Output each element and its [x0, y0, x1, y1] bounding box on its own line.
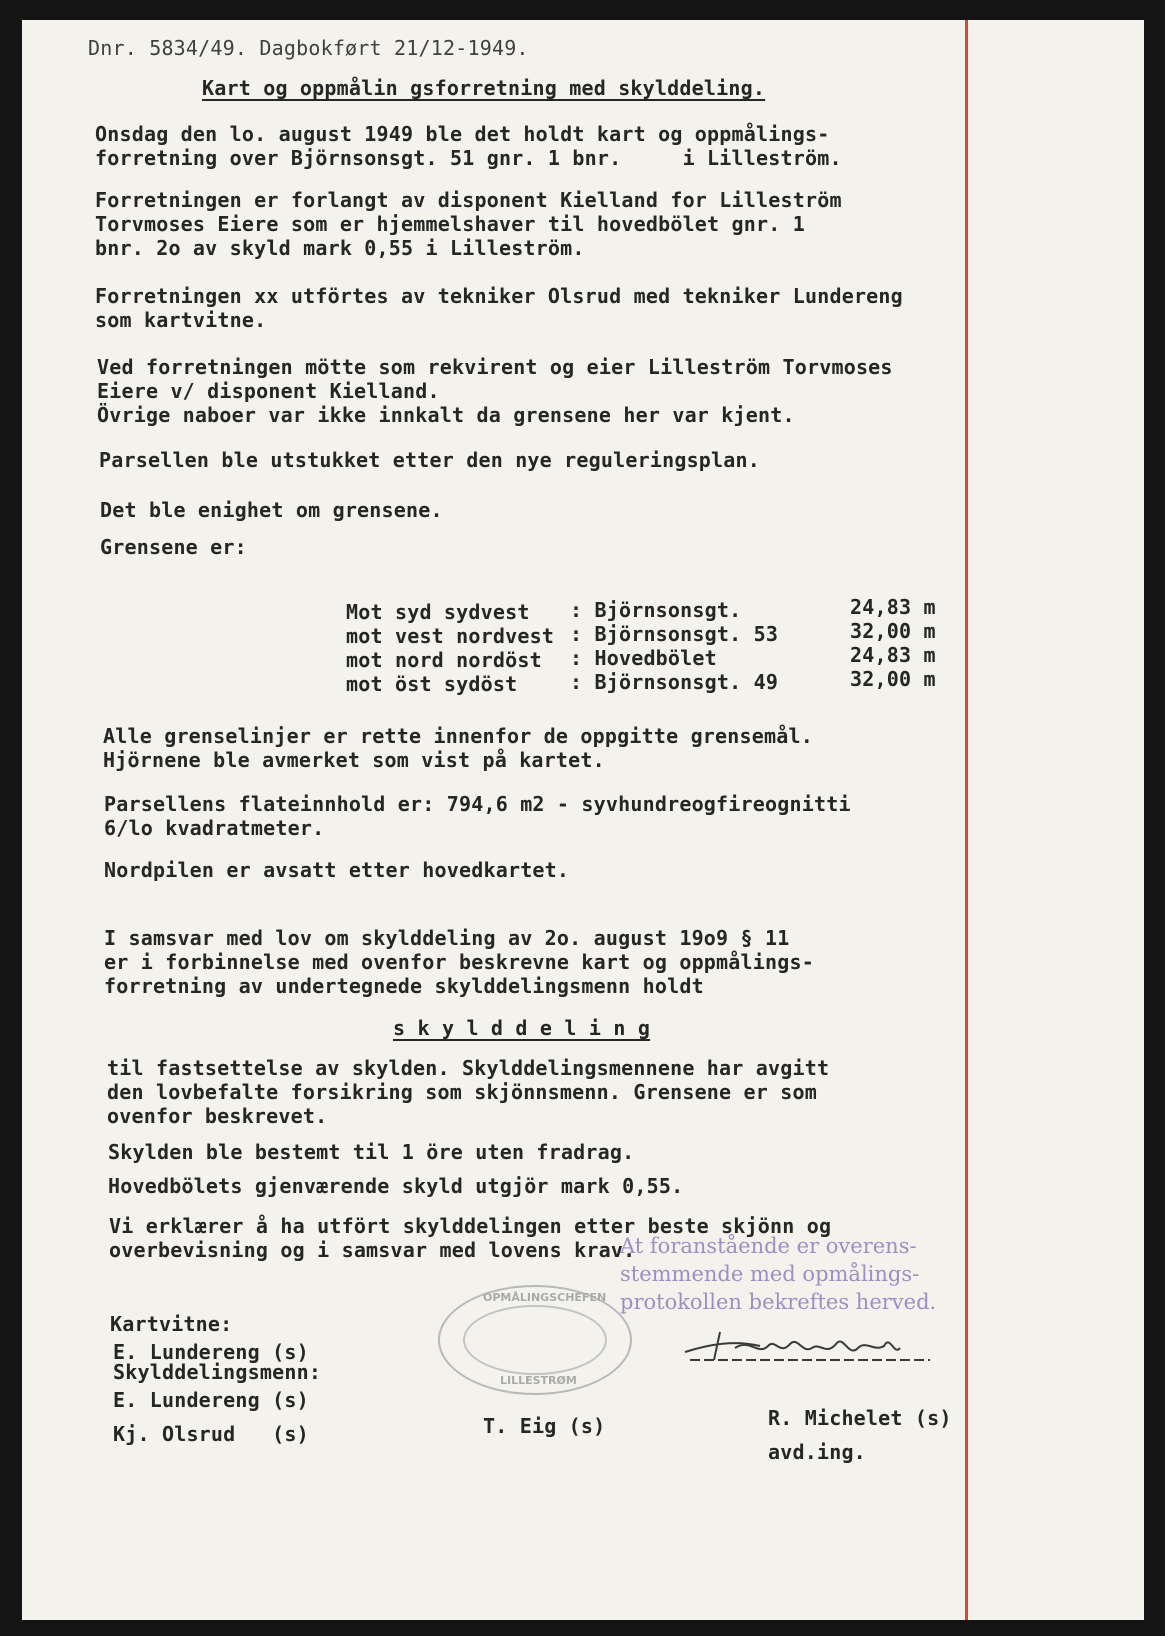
paragraph-line: overbevisning og i samsvar med lovens krav. — [109, 1238, 636, 1262]
boundary-direction: Mot syd sydvest — [346, 600, 555, 624]
signatory-name: T. Eig (s) — [483, 1414, 606, 1438]
boundary-length: 24,83 m — [850, 595, 936, 619]
paragraph-line: I samsvar med lov om skylddeling av 2o. august 19o9 § 11 — [104, 926, 790, 950]
boundary-length: 32,00 m — [850, 619, 936, 643]
kartvitne-name: E. Lundereng (s) — [113, 1340, 309, 1364]
paragraph-line: Grensene er: — [100, 535, 247, 559]
section-heading: s k y l d d e l i n g — [393, 1016, 651, 1040]
paragraph-line: Forretningen xx utförtes av tekniker Olsrud med tekniker Lundereng — [95, 284, 903, 308]
certification-line: protokollen bekreftes herved. — [620, 1290, 937, 1314]
boundary-neighbor: : Hovedbölet — [570, 646, 717, 670]
skylddelingsmenn-label: Skylddelingsmenn: — [113, 1360, 322, 1384]
stamp-bottom-text: LILLESTRØM — [500, 1374, 577, 1387]
certification-line: At foranstående er overens- — [620, 1234, 917, 1258]
paragraph-line: Onsdag den lo. august 1949 ble det holdt kart og oppmålings- — [95, 122, 830, 146]
signatory-name: E. Lundereng (s) — [113, 1388, 309, 1412]
chief-title: avd.ing. — [768, 1440, 866, 1464]
boundary-length: 32,00 m — [850, 667, 936, 691]
paragraph-line: Alle grenselinjer er rette innenfor de oppgitte grensemål. — [103, 724, 813, 748]
boundary-direction: mot nord nordöst — [346, 648, 555, 672]
paragraph-line: Hjörnene ble avmerket som vist på kartet. — [103, 748, 605, 772]
paragraph-line: Ved forretningen mötte som rekvirent og eier Lilleström Torvmoses — [97, 355, 893, 379]
red-margin-line — [965, 20, 968, 1620]
boundary-direction: mot öst sydöst — [346, 672, 555, 696]
paragraph-line: den lovbefalte forsikring som skjönnsmenn. Grensene er som — [107, 1080, 817, 1104]
boundary-direction: mot vest nordvest — [346, 624, 555, 648]
paragraph-line: Skylden ble bestemt til 1 öre uten fradrag. — [108, 1140, 635, 1164]
paragraph-line: ovenfor beskrevet. — [107, 1104, 328, 1128]
handwritten-signature — [680, 1326, 950, 1366]
kartvitne-label: Kartvitne: — [110, 1312, 233, 1336]
paragraph-line: til fastsettelse av skylden. Skylddelingsmennene har avgitt — [107, 1056, 830, 1080]
paragraph-line: Parsellen ble utstukket etter den nye reguleringsplan. — [99, 448, 761, 472]
boundary-neighbor: : Björnsonsgt. 53 — [570, 622, 779, 646]
document-reference: Dnr. 5834/49. Dagbokført 21/12-1949. — [88, 36, 529, 60]
paragraph-line: 6/lo kvadratmeter. — [104, 816, 325, 840]
stamp-top-text: OPMÅLINGSCHEFEN — [483, 1291, 607, 1304]
document-title: Kart og oppmålin gsforretning med skylddeling. — [202, 76, 766, 100]
paragraph-line: forretning over Björnsonsgt. 51 gnr. 1 bnr. i Lilleström. — [95, 146, 842, 170]
paragraph-line: Hovedbölets gjenværende skyld utgjör mark 0,55. — [108, 1174, 684, 1198]
paragraph-line: Det ble enighet om grensene. — [100, 498, 443, 522]
paragraph-line: bnr. 2o av skyld mark 0,55 i Lilleström. — [95, 236, 585, 260]
certification-line: stemmende med opmålings- — [620, 1262, 920, 1286]
paragraph-line: Forretningen er forlangt av disponent Kielland for Lilleström — [95, 188, 842, 212]
paragraph-line: Eiere v/ disponent Kielland. — [97, 379, 440, 403]
paragraph-line: Vi erklærer å ha utfört skylddelingen etter beste skjönn og — [109, 1214, 832, 1238]
paragraph-line: forretning av undertegnede skylddelingsmenn holdt — [104, 974, 704, 998]
paragraph-line: Parsellens flateinnhold er: 794,6 m2 - syvhundreogfireognitti — [104, 792, 851, 816]
paragraph-line: Övrige naboer var ikke innkalt da grensene her var kjent. — [97, 403, 795, 427]
boundary-length: 24,83 m — [850, 643, 936, 667]
paragraph-line: er i forbinnelse med ovenfor beskrevne kart og oppmålings- — [104, 950, 814, 974]
boundary-neighbor: : Björnsonsgt. — [570, 598, 742, 622]
official-stamp-inner — [463, 1305, 607, 1375]
paragraph-line: Torvmoses Eiere som er hjemmelshaver til hovedbölet gnr. 1 — [95, 212, 805, 236]
chief-name: R. Michelet (s) — [768, 1406, 952, 1430]
paragraph-line: som kartvitne. — [95, 308, 267, 332]
paragraph-line: Nordpilen er avsatt etter hovedkartet. — [104, 858, 570, 882]
boundary-neighbor: : Björnsonsgt. 49 — [570, 670, 779, 694]
signatory-name: Kj. Olsrud (s) — [113, 1422, 309, 1446]
